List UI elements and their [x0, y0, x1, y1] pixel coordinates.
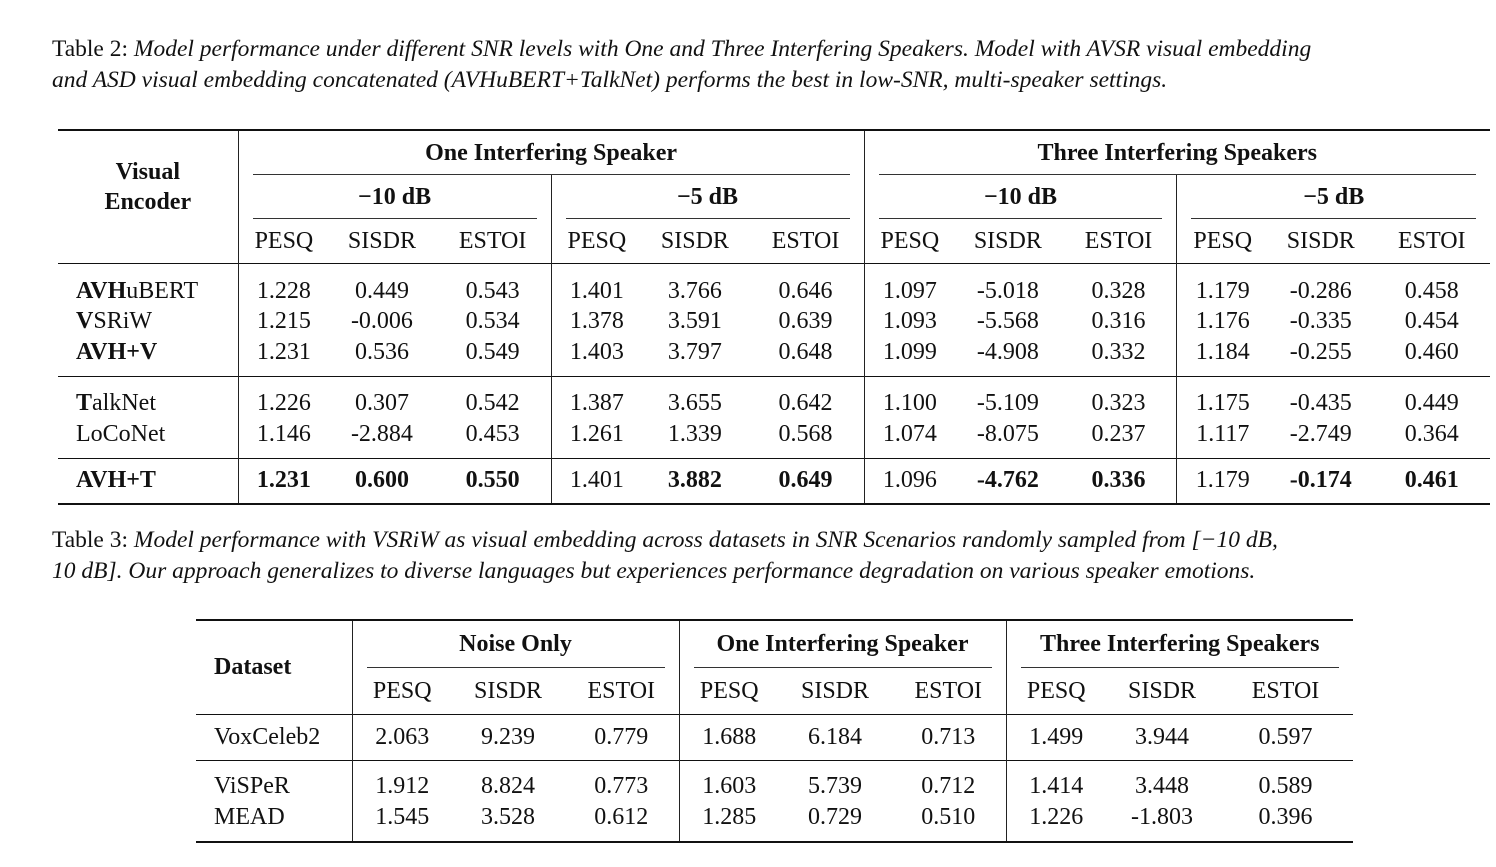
cell: 1.231 [238, 337, 329, 376]
table2-caption-label: Table 2: [52, 36, 134, 62]
cell: 1.401 [551, 458, 642, 504]
table2-metric-header-row [58, 219, 1490, 264]
table3-metric-header: ESTOI [587, 677, 656, 704]
cell: 1.179 [1177, 264, 1268, 307]
table3-metric-header: SISDR [800, 677, 870, 704]
cell: 0.543 [435, 264, 551, 307]
cell: 0.458 [1374, 264, 1490, 307]
table3-group-header: Three Interfering Speakers [1006, 620, 1353, 668]
cell: -5.568 [976, 308, 1039, 335]
cell: 1.226 [238, 376, 329, 419]
cell: -1.803 [1106, 802, 1218, 842]
cell: 0.328 [1061, 264, 1177, 307]
cell: 0.773 [564, 761, 679, 803]
cell: 1.414 [1006, 761, 1106, 803]
cell: -0.435 [1268, 376, 1373, 419]
cell: 3.766 [642, 264, 747, 307]
table2-metric-header: ESTOI [458, 227, 527, 254]
cell: 1.231 [238, 458, 329, 504]
cell: 3.448 [1106, 761, 1218, 803]
table3-caption-line2: 10 dB]. Our approach generalizes to diverse languages but experiences performance degradation on various speaker emotions. [52, 558, 1256, 584]
cell: 3.944 [1106, 715, 1218, 761]
cell: 6.184 [779, 715, 891, 761]
table3-caption [52, 525, 1492, 587]
cell: 0.307 [329, 376, 434, 419]
cell: 1.146 [238, 419, 329, 458]
cell: 0.460 [1404, 338, 1459, 365]
cell: 0.510 [891, 802, 1006, 842]
cell: -0.286 [1268, 264, 1373, 307]
table2-metric-header: SISDR [660, 227, 729, 254]
table-row [58, 376, 1490, 419]
cell: 0.332 [1091, 338, 1146, 365]
table3-group-header-row [196, 620, 1353, 668]
table3-metric-header: SISDR [1127, 677, 1197, 704]
cell: 1.175 [1177, 376, 1268, 419]
cell: 1.603 [679, 761, 779, 803]
table3-metric-header: ESTOI [914, 677, 983, 704]
table2-metric-header: ESTOI [1084, 227, 1153, 254]
cell: 1.093 [864, 307, 955, 338]
cell: 1.261 [551, 419, 642, 458]
cell: 1.688 [679, 715, 779, 761]
cell: 0.600 [329, 458, 434, 504]
cell: 1.100 [864, 376, 955, 419]
cell: 1.226 [1006, 802, 1106, 842]
encoder-name: AVH+T [58, 458, 238, 504]
cell: 0.612 [564, 802, 679, 842]
table2-group-three-interfering: Three Interfering Speakers [864, 130, 1490, 175]
cell: 5.739 [779, 761, 891, 803]
cell: 0.461 [1374, 458, 1490, 504]
cell: 0.648 [778, 338, 833, 365]
cell: 0.316 [1091, 308, 1146, 335]
table-row [196, 802, 1353, 842]
cell: -0.255 [1289, 338, 1352, 365]
cell: 0.323 [1061, 376, 1177, 419]
table3-caption-line1: Table 3: Model performance with VSRiW as visual embedding across datasets in SNR Scenarios randomly sampled from [−10 dB, [52, 527, 1278, 553]
encoder-name: VSRiW [76, 308, 153, 335]
cell: -8.075 [976, 420, 1039, 447]
cell: 0.449 [329, 264, 434, 307]
cell: -0.335 [1289, 308, 1352, 335]
table3-metric-header: SISDR [473, 677, 543, 704]
table3-group-header: One Interfering Speaker [679, 620, 1006, 668]
cell: 0.534 [465, 308, 520, 335]
table3-metric-header-row [196, 668, 1353, 715]
cell: 0.712 [891, 761, 1006, 803]
table2-snr-header: −5 dB [1177, 175, 1490, 219]
table2-metric-header: ESTOI [1397, 227, 1466, 254]
table-row [58, 264, 1490, 307]
cell: 1.184 [1177, 337, 1268, 376]
table2-caption [52, 34, 1492, 96]
encoder-name: LoCoNet [76, 420, 166, 447]
cell: 3.528 [452, 802, 564, 842]
cell: 1.215 [238, 307, 329, 338]
cell: 1.097 [864, 264, 955, 307]
table3-metric-header: ESTOI [1251, 677, 1320, 704]
cell: 1.378 [551, 307, 642, 338]
table2-row-header-spacer [58, 219, 238, 264]
cell: -5.109 [955, 376, 1060, 419]
cell: 1.499 [1006, 715, 1106, 761]
cell: 1.228 [238, 264, 329, 307]
table2-row-header: Visual Encoder [58, 130, 238, 219]
cell: 1.117 [1177, 419, 1268, 458]
table2-metric-header: ESTOI [771, 227, 840, 254]
cell: 0.597 [1218, 715, 1353, 761]
cell: 1.339 [667, 420, 722, 447]
cell: 2.063 [352, 715, 452, 761]
table2-metric-header: PESQ [864, 219, 955, 264]
table2-snr-header: −10 dB [864, 175, 1177, 219]
cell: 0.642 [748, 376, 864, 419]
table2-metric-header: PESQ [551, 219, 642, 264]
cell: -2.749 [1289, 420, 1352, 447]
cell: 0.454 [1404, 308, 1459, 335]
cell: 1.096 [864, 458, 955, 504]
table-row [196, 715, 1353, 761]
table2-group-one-interfering: One Interfering Speaker [238, 130, 864, 175]
cell: 0.336 [1061, 458, 1177, 504]
dataset-name: MEAD [196, 802, 352, 842]
encoder-name: AVHuBERT [58, 264, 238, 307]
cell: 1.545 [352, 802, 452, 842]
cell: 0.396 [1218, 802, 1353, 842]
cell: 1.099 [864, 337, 955, 376]
encoder-name: TalkNet [58, 376, 238, 419]
table2-metric-header: SISDR [973, 227, 1042, 254]
cell: 1.176 [1177, 307, 1268, 338]
cell: 3.655 [642, 376, 747, 419]
cell: 1.285 [679, 802, 779, 842]
cell: 1.401 [551, 264, 642, 307]
table2-snr-header-row [58, 175, 1490, 219]
cell: 0.237 [1091, 420, 1146, 447]
cell: -2.884 [350, 420, 413, 447]
cell: 1.074 [864, 419, 955, 458]
cell: 0.639 [778, 308, 833, 335]
table-row [58, 458, 1490, 504]
cell: 0.589 [1218, 761, 1353, 803]
cell: 0.568 [778, 420, 833, 447]
cell: 0.449 [1374, 376, 1490, 419]
table3-metric-header: PESQ [352, 668, 452, 715]
table-row [196, 761, 1353, 803]
cell: 8.824 [452, 761, 564, 803]
cell: 0.729 [779, 802, 891, 842]
table2-metric-header: SISDR [347, 227, 416, 254]
cell: 0.536 [354, 338, 409, 365]
cell: 0.550 [435, 458, 551, 504]
cell: 0.542 [435, 376, 551, 419]
cell: 3.882 [642, 458, 747, 504]
cell: -0.006 [350, 308, 413, 335]
cell: 1.403 [551, 337, 642, 376]
table2-group-header-row [58, 130, 1490, 175]
table2-snr-header: −5 dB [551, 175, 864, 219]
dataset-name: ViSPeR [196, 761, 352, 803]
table3-metric-header: PESQ [679, 668, 779, 715]
table2-caption-line1: Table 2: Model performance under different SNR levels with One and Three Interfering Speakers. Model with AVSR visual embedding [52, 36, 1312, 62]
cell: 3.591 [667, 308, 722, 335]
cell: 0.364 [1404, 420, 1459, 447]
cell: 9.239 [452, 715, 564, 761]
cell: 3.797 [667, 338, 722, 365]
cell: 1.387 [551, 376, 642, 419]
table2-metric-header: PESQ [1177, 219, 1268, 264]
cell: 0.453 [465, 420, 520, 447]
table-row [58, 419, 1490, 458]
cell: 0.713 [891, 715, 1006, 761]
table2-snr-header: −10 dB [238, 175, 551, 219]
cell: 0.649 [748, 458, 864, 504]
table3 [196, 619, 1353, 843]
table3-group-header: Noise Only [352, 620, 679, 668]
encoder-name: AVH+V [76, 338, 158, 365]
cell: 0.549 [465, 338, 520, 365]
cell: 0.779 [564, 715, 679, 761]
table-row [58, 307, 1490, 338]
cell: 1.912 [352, 761, 452, 803]
table3-caption-label: Table 3: [52, 527, 134, 553]
cell: -5.018 [955, 264, 1060, 307]
cell: -4.908 [976, 338, 1039, 365]
table2-metric-header: SISDR [1286, 227, 1355, 254]
cell: 0.646 [748, 264, 864, 307]
cell: -0.174 [1268, 458, 1373, 504]
table-row [58, 337, 1490, 376]
table3-row-header: Dataset [196, 620, 352, 715]
cell: 1.179 [1177, 458, 1268, 504]
table2-metric-header: PESQ [238, 219, 329, 264]
dataset-name: VoxCeleb2 [196, 715, 352, 761]
table3-metric-header: PESQ [1006, 668, 1106, 715]
cell: -4.762 [955, 458, 1060, 504]
table2-caption-line2: and ASD visual embedding concatenated (AVHuBERT+TalkNet) performs the best in low-SNR, multi-speaker settings. [52, 67, 1168, 93]
table2 [58, 129, 1490, 505]
